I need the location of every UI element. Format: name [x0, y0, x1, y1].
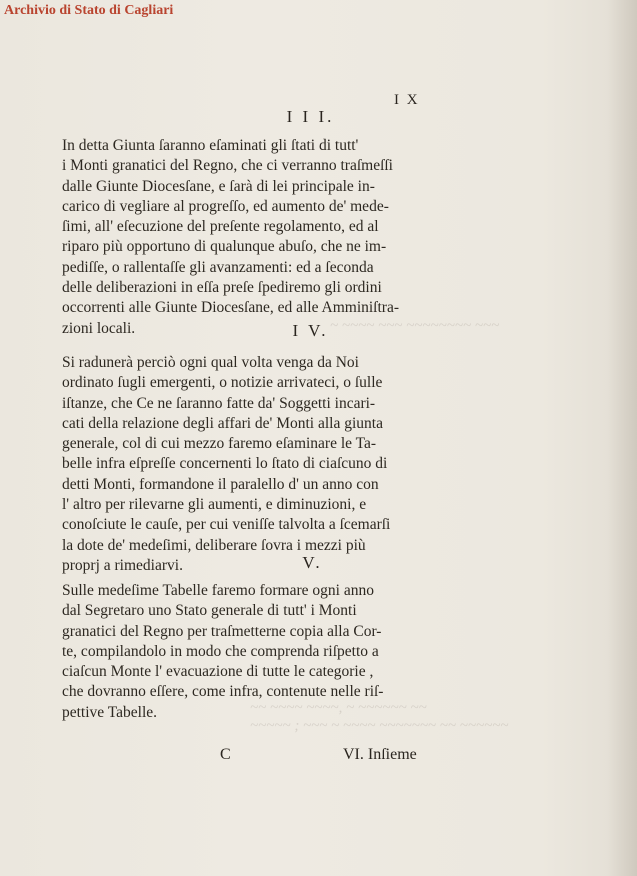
text-line: granatici del Regno per traſmetterne copia alla Cor- [62, 622, 382, 640]
section-heading: I I I. [286, 107, 335, 126]
section-heading: V. [302, 553, 323, 572]
text-line: pediſſe, o rallentaſſe gli avanzamenti: ed a ſeconda [62, 258, 374, 276]
text-line: i Monti granatici del Regno, che ci verranno traſmeſſi [62, 157, 393, 175]
text-line: ordinato ſugli emergenti, o notizie arrivateci, o ſulle [62, 374, 383, 392]
page-edge-shadow [607, 0, 637, 876]
show-through-mark: ~~ ~~~~ ~~~~, ~ ~~~~~~ ~~ [250, 700, 427, 716]
text-line: Sulle medeſime Tabelle faremo formare ogni anno [62, 582, 374, 599]
text-line: cati della relazione degli affari de' Monti alla giunta [62, 414, 383, 432]
text-line: In detta Giunta ſaranno eſaminati gli ſtati di tutt' [62, 137, 359, 154]
text-line: la dote de' medeſimi, deliberare ſovra i mezzi più [62, 536, 366, 554]
text-line: carico di vegliare al progreſſo, ed aumento de' mede- [62, 197, 389, 215]
text-line: occorrenti alle Giunte Diocesſane, ed alle Amminiſtra- [62, 299, 399, 317]
text-line: ciaſcun Monte l' evacuazione di tutte le categorie , [62, 663, 374, 681]
text-line: zioni locali. [62, 319, 136, 337]
text-line: ſimi, all' eſecuzione del preſente regolamento, ed al [62, 218, 379, 236]
catchword: VI. Inſieme [343, 746, 417, 763]
show-through-mark: ~ ~~~~ ~~~ ~~~~~~~~ ~~~ [330, 318, 500, 334]
text-line: te, compilandolo in modo che comprenda riſpetto a [62, 642, 379, 660]
text-line: l' altro per rilevarne gli aumenti, e diminuzioni, e [62, 496, 367, 514]
section-paragraph [62, 136, 434, 339]
show-through-mark: ~~~~~ ; ~~~ ~ ~~~~ ~~~~~~~ ~~ ~~~~~~ [250, 718, 509, 734]
text-line: proprj a rimediarvi. [62, 556, 183, 574]
text-line: detti Monti, formandone il paralello d' un anno con [62, 475, 379, 493]
folio-number: I X [394, 92, 420, 108]
section-paragraph [62, 353, 434, 576]
text-line: Si radunerà perciò ogni qual volta venga da Noi [62, 354, 359, 371]
text-line: riparo più opportuno di qualunque abuſo, che ne im- [62, 238, 387, 256]
text-line: dalle Giunte Diocesſane, e ſarà di lei principale in- [62, 177, 375, 195]
archive-stamp: Archivio di Stato di Cagliari [4, 3, 174, 18]
text-line: iſtanze, che Ce ne ſaranno fatte da' Soggetti incari- [62, 394, 376, 412]
section-heading: I V. [292, 321, 329, 340]
section-paragraph [62, 581, 434, 723]
text-line: che dovranno eſſere, come infra, contenute nelle riſ- [62, 683, 384, 701]
signature-mark: C [220, 746, 231, 763]
text-line: generale, col di cui mezzo faremo eſaminare le Ta- [62, 435, 377, 453]
text-line: belle infra eſpreſſe concernenti lo ſtato di ciaſcuno di [62, 455, 388, 473]
text-line: conoſciute le cauſe, per cui veniſſe talvolta a ſcemarſi [62, 516, 391, 534]
text-line: pettive Tabelle. [62, 703, 158, 721]
text-line: dal Segretaro uno Stato generale di tutt' i Monti [62, 602, 357, 620]
text-line: delle deliberazioni in eſſa preſe ſpediremo gli ordini [62, 279, 382, 297]
